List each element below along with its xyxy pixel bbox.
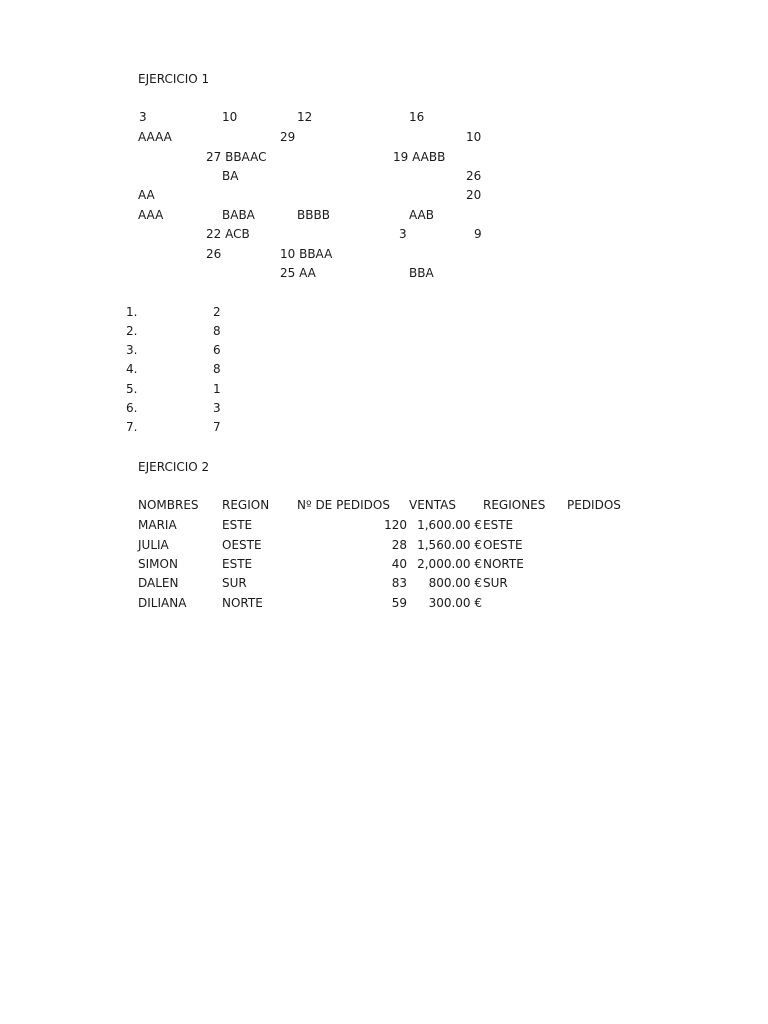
grid-cell: BABA: [222, 208, 255, 222]
grid-cell: 16: [409, 110, 425, 124]
cell-ventas: 1,560.00 €: [417, 538, 482, 552]
cell-nombre: MARIA: [138, 518, 177, 532]
grid-cell: 10: [466, 130, 482, 144]
cell-pedidos: 120: [384, 518, 407, 532]
grid-cell: BA: [222, 169, 239, 183]
grid-cell: BBBB: [297, 208, 330, 222]
column-header: REGIONES: [483, 498, 546, 512]
grid-cell: AAB: [409, 208, 434, 222]
list-item-marker: 7.: [126, 420, 138, 434]
cell-nombre: DALEN: [138, 576, 179, 590]
grid-cell: 9: [474, 227, 482, 241]
list-item-value: 8: [213, 362, 221, 376]
cell-nombre: DILIANA: [138, 596, 187, 610]
cell-regiones: SUR: [483, 576, 508, 590]
grid-cell: 10 BBAA: [280, 247, 333, 261]
list-item-value: 1: [213, 382, 221, 396]
grid-cell: 27 BBAAC: [206, 150, 267, 164]
list-item-marker: 4.: [126, 362, 138, 376]
cell-region: ESTE: [222, 557, 253, 571]
grid-cell: 3: [399, 227, 407, 241]
grid-cell: BBA: [409, 266, 434, 280]
cell-ventas: 300.00 €: [428, 596, 482, 610]
column-header: NOMBRES: [138, 498, 199, 512]
ejercicio1-title: EJERCICIO 1: [138, 72, 210, 86]
list-item-marker: 5.: [126, 382, 138, 396]
list-item-value: 6: [213, 343, 221, 357]
grid-cell: 26: [466, 169, 482, 183]
column-header: VENTAS: [409, 498, 456, 512]
cell-pedidos: 40: [391, 557, 407, 571]
list-item-marker: 2.: [126, 324, 138, 338]
cell-ventas: 2,000.00 €: [417, 557, 482, 571]
grid-cell: 26: [206, 247, 222, 261]
grid-cell: AAAA: [138, 130, 172, 144]
cell-ventas: 1,600.00 €: [417, 518, 482, 532]
grid-cell: AAA: [138, 208, 164, 222]
cell-nombre: SIMON: [138, 557, 178, 571]
cell-region: OESTE: [222, 538, 262, 552]
column-header: PEDIDOS: [567, 498, 621, 512]
cell-nombre: JULIA: [138, 538, 169, 552]
cell-regiones: OESTE: [483, 538, 523, 552]
ejercicio2-title: EJERCICIO 2: [138, 460, 210, 474]
cell-region: NORTE: [222, 596, 263, 610]
grid-cell: 12: [297, 110, 313, 124]
column-header: REGION: [222, 498, 270, 512]
cell-pedidos: 83: [391, 576, 407, 590]
list-item-value: 8: [213, 324, 221, 338]
list-item-marker: 6.: [126, 401, 138, 415]
cell-ventas: 800.00 €: [428, 576, 482, 590]
list-item-value: 3: [213, 401, 221, 415]
column-header: Nº DE PEDIDOS: [297, 498, 390, 512]
list-item-marker: 3.: [126, 343, 138, 357]
cell-regiones: NORTE: [483, 557, 524, 571]
grid-cell: 19 AABB: [393, 150, 446, 164]
grid-cell: 25 AA: [280, 266, 316, 280]
cell-regiones: ESTE: [483, 518, 514, 532]
grid-cell: 10: [222, 110, 238, 124]
list-item-marker: 1.: [126, 305, 138, 319]
grid-cell: 20: [466, 188, 482, 202]
grid-cell: AA: [138, 188, 155, 202]
cell-region: ESTE: [222, 518, 253, 532]
grid-cell: 22 ACB: [206, 227, 250, 241]
grid-cell: 29: [280, 130, 296, 144]
list-item-value: 2: [213, 305, 221, 319]
grid-cell: 3: [139, 110, 147, 124]
cell-pedidos: 28: [391, 538, 407, 552]
list-item-value: 7: [213, 420, 221, 434]
cell-region: SUR: [222, 576, 247, 590]
cell-pedidos: 59: [391, 596, 407, 610]
